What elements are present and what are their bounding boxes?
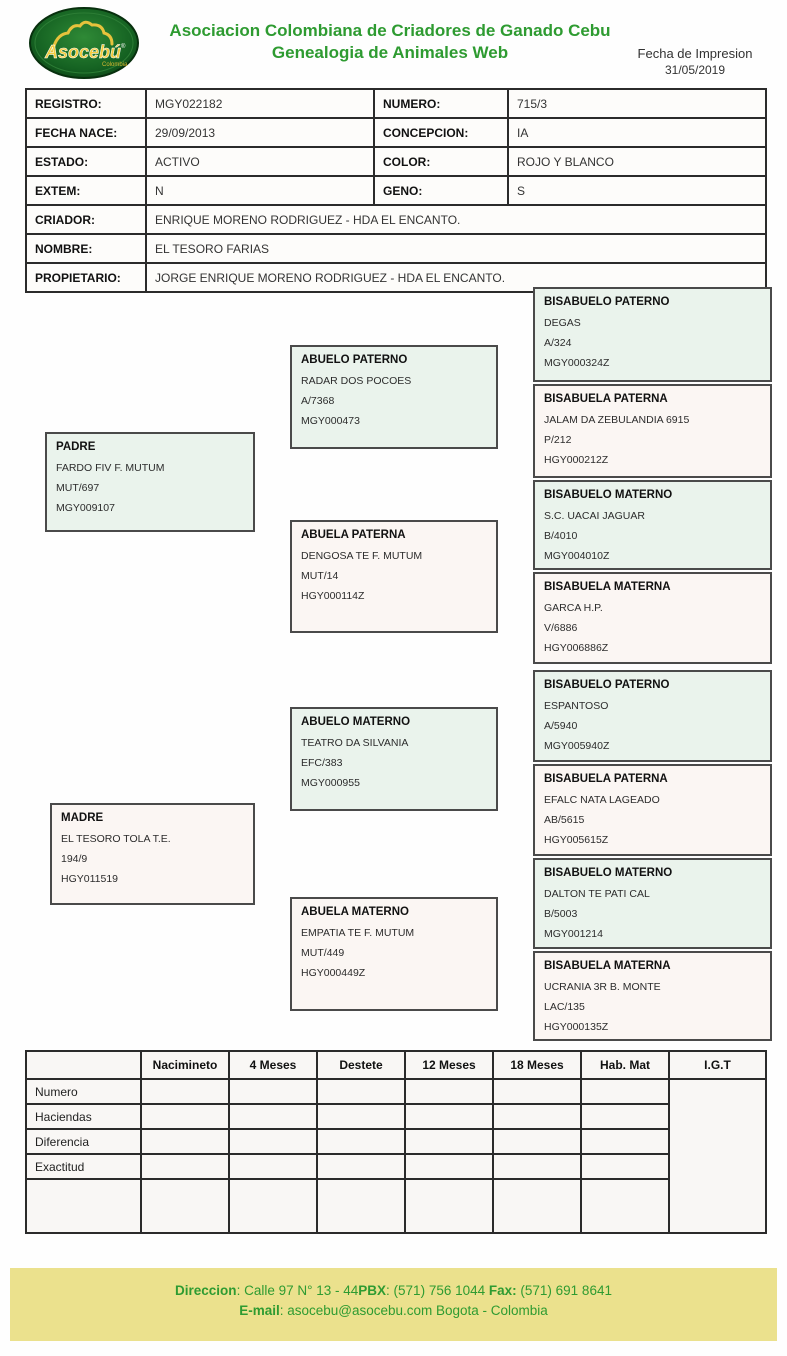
stats-row-haciendas <box>26 1104 766 1129</box>
col-header-12-meses: 12 Meses <box>405 1051 493 1079</box>
extem-label: EXTEM: <box>26 176 146 205</box>
footer-line-email <box>10 1301 777 1321</box>
stats-cell <box>581 1079 669 1104</box>
animal-name: DALTON TE PATI CAL <box>544 888 650 900</box>
box-title: ABUELA MATERNO <box>301 906 409 918</box>
nombre-label: NOMBRE: <box>26 234 146 263</box>
propietario-value: JORGE ENRIQUE MORENO RODRIGUEZ - HDA EL ENCANTO. <box>146 263 766 292</box>
animal-registry: HGY000114Z <box>301 590 365 602</box>
pedigree-box-padre <box>45 432 255 532</box>
concepcion-label: CONCEPCION: <box>374 118 508 147</box>
animal-code: A/7368 <box>301 395 335 407</box>
animal-registry: MGY009107 <box>56 502 115 514</box>
animal-registry: MGY004010Z <box>544 550 610 562</box>
stats-cell <box>493 1079 581 1104</box>
animal-name: DEGAS <box>544 317 581 329</box>
pedigree-box-bisabuelo-materno-1 <box>533 480 772 570</box>
animal-code: MUT/14 <box>301 570 339 582</box>
stats-corner-cell <box>26 1051 141 1079</box>
stats-cell <box>581 1179 669 1233</box>
animal-name: GARCA H.P. <box>544 602 603 614</box>
pedigree-box-bisabuelo-paterno-2 <box>533 670 772 762</box>
animal-code: AB/5615 <box>544 814 585 826</box>
table-row <box>26 89 766 118</box>
stats-cell <box>317 1079 405 1104</box>
fecha-nace-label: FECHA NACE: <box>26 118 146 147</box>
pedigree-box-abuela-paterna <box>290 520 498 633</box>
stats-cell <box>317 1154 405 1179</box>
animal-registry: HGY000212Z <box>544 454 609 466</box>
stats-cell <box>317 1129 405 1154</box>
logo-brand-text: Asocebú <box>44 42 122 62</box>
table-row <box>26 147 766 176</box>
nombre-value: EL TESORO FARIAS <box>146 234 766 263</box>
pedigree-box-bisabuela-paterna-2 <box>533 764 772 856</box>
stats-cell <box>229 1179 317 1233</box>
box-title: BISABUELA PATERNA <box>544 393 668 405</box>
stats-cell <box>141 1079 229 1104</box>
pbx-label: PBX <box>358 1283 387 1298</box>
box-title: BISABUELO PATERNO <box>544 296 670 308</box>
animal-name: UCRANIA 3R B. MONTE <box>544 981 661 993</box>
color-value: ROJO Y BLANCO <box>508 147 766 176</box>
stats-cell <box>26 1179 141 1233</box>
animal-name: S.C. UACAI JAGUAR <box>544 510 645 522</box>
propietario-label: PROPIETARIO: <box>26 263 146 292</box>
extem-value: N <box>146 176 374 205</box>
stats-cell <box>493 1104 581 1129</box>
animal-code: A/324 <box>544 337 572 349</box>
box-title: BISABUELO MATERNO <box>544 489 673 501</box>
col-header-4-meses: 4 Meses <box>229 1051 317 1079</box>
animal-code: LAC/135 <box>544 1001 585 1013</box>
animal-registry: MGY000324Z <box>544 357 610 369</box>
pedigree-box-abuela-materna <box>290 897 498 1011</box>
animal-code: V/6886 <box>544 622 578 634</box>
table-row <box>26 176 766 205</box>
animal-info-table <box>25 88 767 293</box>
numero-label: NUMERO: <box>374 89 508 118</box>
stats-cell <box>229 1129 317 1154</box>
animal-code: B/4010 <box>544 530 578 542</box>
stats-cell <box>317 1179 405 1233</box>
col-header-destete: Destete <box>317 1051 405 1079</box>
row-header-numero: Numero <box>26 1079 141 1104</box>
footer-line-address <box>10 1281 777 1301</box>
color-label: COLOR: <box>374 147 508 176</box>
print-date-value: 31/05/2019 <box>664 63 726 77</box>
logo-sub-text: Colombia <box>102 62 128 68</box>
stats-cell <box>405 1079 493 1104</box>
animal-name: JALAM DA ZEBULANDIA 6915 <box>544 414 690 426</box>
table-row <box>26 205 766 234</box>
animal-code: 194/9 <box>61 853 88 865</box>
animal-registry: HGY000449Z <box>301 967 366 979</box>
pedigree-box-abuelo-materno <box>290 707 498 811</box>
stats-cell <box>405 1104 493 1129</box>
direccion-label: Direccion <box>175 1283 237 1298</box>
animal-code: P/212 <box>544 434 572 446</box>
stats-cell <box>317 1104 405 1129</box>
stats-cell <box>229 1154 317 1179</box>
animal-registry: MGY000955 <box>301 777 360 789</box>
pedigree-box-bisabuela-materna-1 <box>533 572 772 664</box>
animal-name: EFALC NATA LAGEADO <box>544 794 660 806</box>
row-header-diferencia: Diferencia <box>26 1129 141 1154</box>
estado-label: ESTADO: <box>26 147 146 176</box>
stats-row-diferencia <box>26 1129 766 1154</box>
animal-name: TEATRO DA SILVANIA <box>301 737 409 749</box>
geno-value: S <box>508 176 766 205</box>
animal-registry: HGY011519 <box>61 873 119 885</box>
stats-cell <box>581 1154 669 1179</box>
box-title: BISABUELO PATERNO <box>544 679 670 691</box>
pedigree-box-madre <box>50 803 255 905</box>
col-header-igt: I.G.T <box>669 1051 766 1079</box>
criador-value: ENRIQUE MORENO RODRIGUEZ - HDA EL ENCANTO. <box>146 205 766 234</box>
stats-cell <box>405 1179 493 1233</box>
stats-cell <box>229 1104 317 1129</box>
fax-label: Fax: <box>488 1283 517 1298</box>
email-value: : asocebu@asocebu.com Bogota - Colombia <box>279 1303 548 1318</box>
email-label: E-mail <box>239 1303 280 1318</box>
stats-cell <box>493 1154 581 1179</box>
print-date-block <box>615 46 775 77</box>
pedigree-box-abuelo-paterno <box>290 345 498 449</box>
estado-value: ACTIVO <box>146 147 374 176</box>
animal-name: ESPANTOSO <box>544 700 609 712</box>
stats-table <box>25 1050 767 1234</box>
page-title <box>145 20 635 64</box>
stats-cell <box>581 1129 669 1154</box>
animal-name: FARDO FIV F. MUTUM <box>56 462 165 474</box>
box-title: PADRE <box>56 441 96 453</box>
title-line-1: Asociacion Colombiana de Criadores de Ganado Cebu <box>169 21 611 40</box>
fax-value: (571) 691 8641 <box>516 1283 612 1298</box>
animal-registry: MGY005940Z <box>544 740 610 752</box>
stats-row-exactitud <box>26 1154 766 1179</box>
animal-code: B/5003 <box>544 908 578 920</box>
stats-row-numero <box>26 1079 766 1104</box>
stats-cell <box>141 1104 229 1129</box>
stats-cell <box>141 1129 229 1154</box>
registro-value: MGY022182 <box>146 89 374 118</box>
col-header-hab-mat: Hab. Mat <box>581 1051 669 1079</box>
stats-cell <box>405 1154 493 1179</box>
criador-label: CRIADOR: <box>26 205 146 234</box>
col-header-nacimineto: Nacimineto <box>141 1051 229 1079</box>
asocebu-logo <box>28 6 140 80</box>
box-title: MADRE <box>61 812 104 824</box>
numero-value: 715/3 <box>508 89 766 118</box>
animal-registry: HGY005615Z <box>544 834 609 846</box>
row-header-exactitud: Exactitud <box>26 1154 141 1179</box>
stats-cell <box>141 1179 229 1233</box>
animal-code: MUT/449 <box>301 947 345 959</box>
animal-registry: MGY001214 <box>544 928 603 940</box>
footer <box>10 1268 777 1341</box>
registro-label: REGISTRO: <box>26 89 146 118</box>
stats-cell <box>141 1154 229 1179</box>
asocebu-logo-graphic <box>28 6 140 80</box>
animal-code: MUT/697 <box>56 482 100 494</box>
box-title: BISABUELO MATERNO <box>544 867 673 879</box>
animal-name: RADAR DOS POCOES <box>301 375 412 387</box>
box-title: BISABUELA PATERNA <box>544 773 668 785</box>
animal-name: EMPATIA TE F. MUTUM <box>301 927 415 939</box>
animal-registry: HGY000135Z <box>544 1021 609 1033</box>
animal-name: EL TESORO TOLA T.E. <box>61 833 171 845</box>
animal-registry: HGY006886Z <box>544 642 609 654</box>
print-date-label: Fecha de Impresion <box>637 46 753 61</box>
registered-mark: ® <box>121 44 126 50</box>
table-row <box>26 118 766 147</box>
stats-row-blank <box>26 1179 766 1233</box>
stats-cell <box>229 1079 317 1104</box>
igt-merged-cell <box>669 1079 766 1233</box>
box-title: ABUELO MATERNO <box>301 716 411 728</box>
fecha-nace-value: 29/09/2013 <box>146 118 374 147</box>
animal-code: EFC/383 <box>301 757 343 769</box>
pedigree-box-bisabuela-materna-2 <box>533 951 772 1041</box>
table-row <box>26 234 766 263</box>
box-title: ABUELA PATERNA <box>301 529 406 541</box>
pedigree-box-bisabuelo-paterno-1 <box>533 287 772 382</box>
stats-header-row <box>26 1051 766 1079</box>
pedigree-box-bisabuelo-materno-2 <box>533 858 772 949</box>
pbx-value: : (571) 756 1044 <box>386 1283 489 1298</box>
box-title: BISABUELA MATERNA <box>544 960 671 972</box>
row-header-haciendas: Haciendas <box>26 1104 141 1129</box>
animal-name: DENGOSA TE F. MUTUM <box>301 550 423 562</box>
stats-cell <box>493 1179 581 1233</box>
title-line-2: Genealogia de Animales Web <box>271 43 509 62</box>
concepcion-value: IA <box>508 118 766 147</box>
pedigree-box-bisabuela-paterna-1 <box>533 384 772 478</box>
stats-cell <box>493 1129 581 1154</box>
col-header-18-meses: 18 Meses <box>493 1051 581 1079</box>
stats-cell <box>405 1129 493 1154</box>
direccion-value: : Calle 97 N° 13 - 44 <box>236 1283 359 1298</box>
geno-label: GENO: <box>374 176 508 205</box>
box-title: BISABUELA MATERNA <box>544 581 671 593</box>
stats-cell <box>581 1104 669 1129</box>
animal-code: A/5940 <box>544 720 578 732</box>
box-title: ABUELO PATERNO <box>301 354 408 366</box>
animal-registry: MGY000473 <box>301 415 360 427</box>
